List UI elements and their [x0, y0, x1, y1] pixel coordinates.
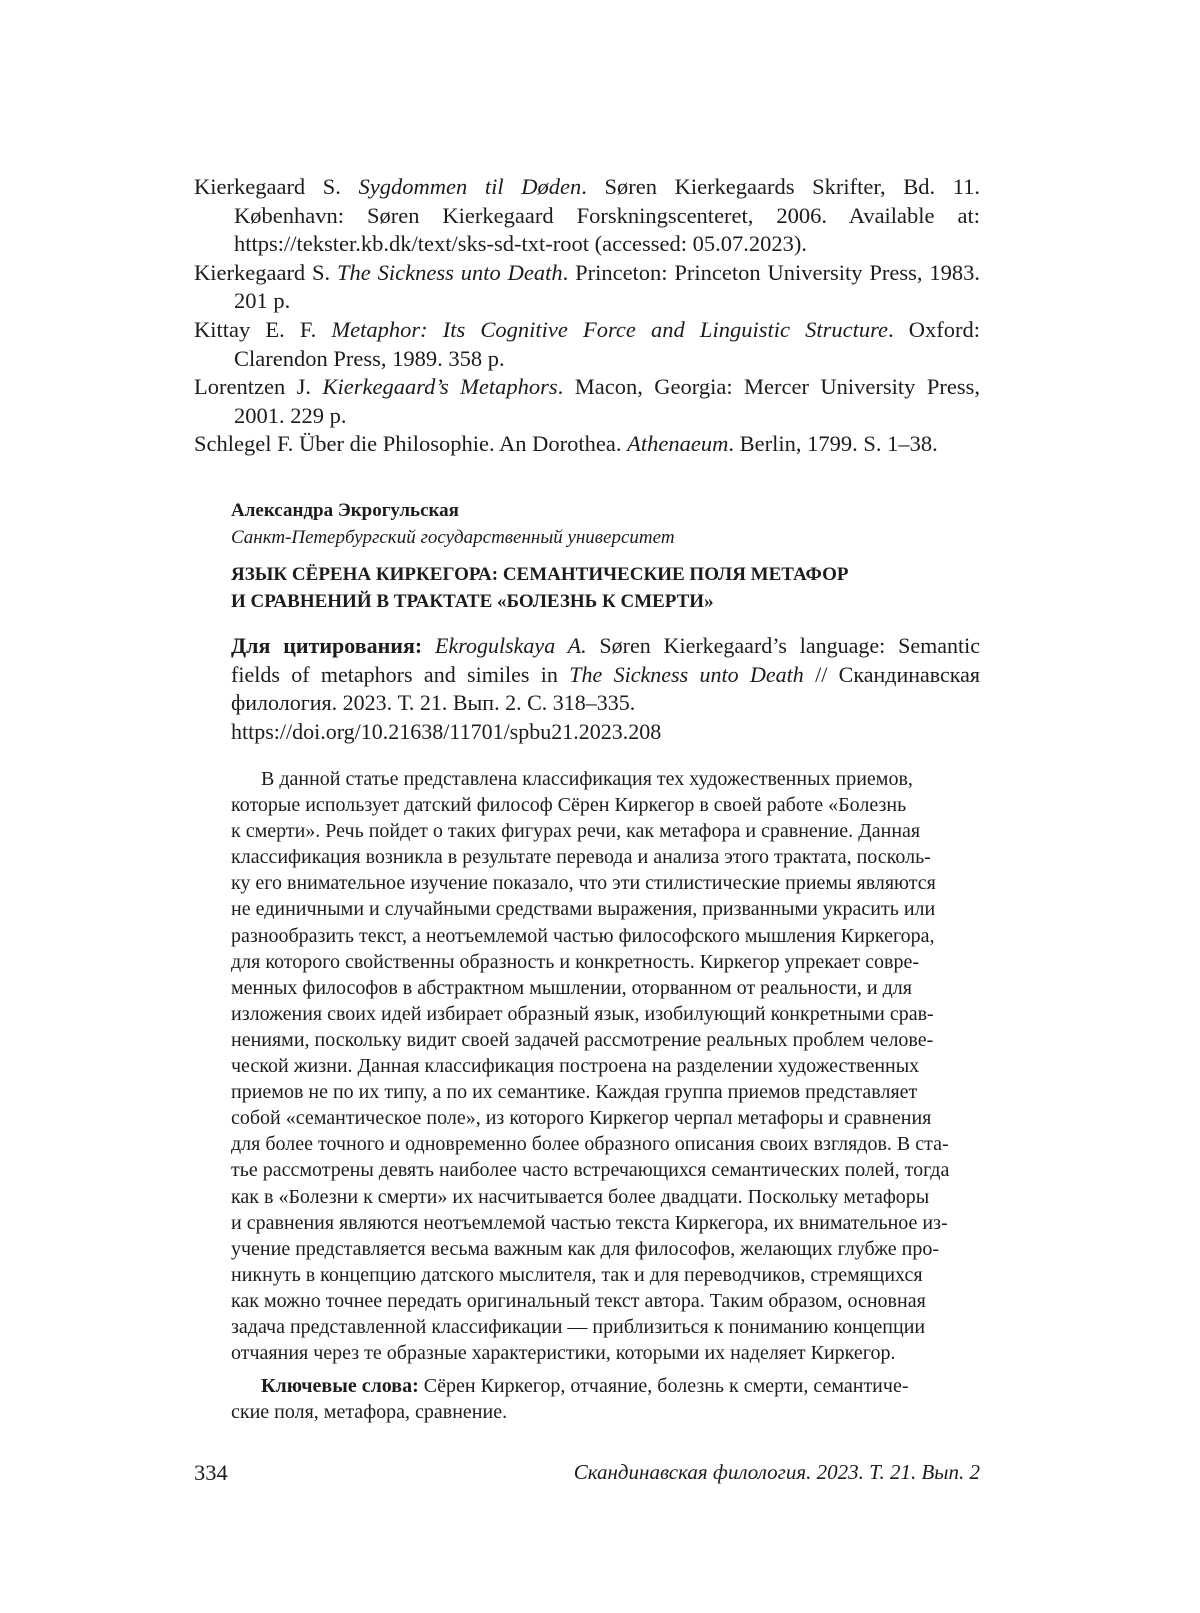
reference-title: Metaphor: Its Cognitive Force and Linguistic Structure: [331, 316, 888, 342]
reference-details: . Macon, Georgia: Mercer University Press, 2001. 229 p.: [234, 374, 980, 428]
citation-author: Ekrogulskaya A.: [435, 633, 587, 658]
abstract-line: как в «Болезни к смерти» их насчитывается более двадцати. Поскольку метафоры: [231, 1185, 930, 1208]
reference-item: [194, 316, 980, 373]
keywords: [231, 1373, 980, 1425]
article-title-line: И СРАВНЕНИЙ В ТРАКТАТЕ «БОЛЕЗНЬ К СМЕРТИ»: [231, 591, 714, 612]
article-title-line: ЯЗЫК СЁРЕНА КИРКЕГОРА: СЕМАНТИЧЕСКИЕ ПОЛЯ МЕТАФОР: [231, 564, 849, 585]
abstract-line: задача представленной классификации — приблизиться к пониманию концепции: [231, 1315, 926, 1338]
reference-list: [194, 173, 980, 459]
abstract-line: менных философов в абстрактном мышлении, оторванном от реальности, и для: [231, 976, 912, 999]
abstract-line: тье рассмотрены девять наиболее часто встречающихся семантических полей, тогда: [231, 1159, 950, 1182]
reference-author: Kierkegaard S.: [194, 174, 359, 199]
keywords-label: Ключевые слова:: [261, 1375, 419, 1398]
article-title: [231, 561, 980, 615]
reference-title: Sygdommen til Døden: [358, 174, 582, 199]
abstract-line: собой «семантическое поле», из которого Киркегор черпал метафоры и сравнения: [231, 1107, 932, 1130]
reference-title: Athenaeum: [627, 431, 729, 457]
abstract-line: классификация возникла в результате перевода и анализа этого трактата, посколь-: [231, 846, 931, 869]
reference-details: . Søren Kierkegaards Skrifter, Bd. 11. København: Søren Kierkegaard Forskningscenteret, 2006. Available at: https://tekster.kb.dk/text/sks-sd-txt-root (accessed: 05.07.2023).: [234, 174, 980, 257]
abstract-line: нениями, поскольку видит своей задачей рассмотрение реальных проблем челове-: [231, 1028, 934, 1051]
keywords-line: [231, 1373, 980, 1399]
reference-title: Kierkegaard’s Metaphors: [322, 374, 558, 400]
reference-details: . Berlin, 1799. S. 1–38.: [728, 431, 938, 457]
article-header: [231, 498, 980, 615]
reference-author: Lorentzen J.: [194, 374, 323, 400]
citation-text: Søren Kierkegaard’s language: Semantic fields of metaphors and similes in: [231, 633, 980, 687]
keywords-text: Сёрен Киркегор, отчаяние, болезнь к смерти, семантиче-: [418, 1375, 909, 1398]
page-footer: [194, 1460, 980, 1490]
keywords-line: ские поля, метафора, сравнение.: [231, 1401, 508, 1424]
abstract-line: к смерти». Речь пойдет о таких фигурах речи, как метафора и сравнение. Данная: [231, 820, 921, 843]
reference-author: Kittay E. F.: [194, 316, 332, 342]
reference-author: Schlegel F. Über die Philosophie. An Dorothea.: [194, 431, 628, 457]
reference-item: [194, 173, 980, 259]
abstract-line: отчаяния через те образные характеристики, которыми их наделяет Киркегор.: [231, 1342, 896, 1365]
abstract-line: для более точного и одновременно более образного описания своих взглядов. В ста-: [231, 1133, 949, 1156]
reference-item: [194, 373, 980, 430]
reference-item: [194, 259, 980, 316]
abstract-line: ку его внимательное изучение показало, что эти стилистические приемы являются: [231, 872, 936, 895]
citation-text: // Скандинавская филология. 2023. Т. 21. Вып. 2. С. 318–335.: [231, 661, 981, 716]
abstract-line: и сравнения являются неотъемлемой частью текста Киркегора, их внимательное из-: [231, 1211, 948, 1234]
abstract-line: приемов не по их типу, а по их семантике. Каждая группа приемов представляет: [231, 1081, 918, 1104]
abstract-line: изложения своих идей избирает образный язык, изобилующий конкретными срав-: [231, 1002, 934, 1025]
abstract-line: не единичными и случайными средствами выражения, призванными украсить или: [231, 898, 936, 921]
reference-title: The Sickness unto Death: [337, 259, 563, 285]
abstract-line: учение представляется весьма важным как для философов, желающих глубже про-: [231, 1237, 940, 1260]
article-author: Александра Экрогульская: [231, 500, 459, 521]
citation-block: [231, 632, 980, 746]
reference-details: . Princeton: Princeton University Press, 1983. 201 p.: [234, 259, 980, 314]
abstract-line: которые использует датский философ Сёрен Киркегор в своей работе «Болезнь: [231, 794, 907, 817]
doi-link[interactable]: https://doi.org/10.21638/11701/spbu21.2023.208: [231, 718, 662, 744]
abstract-line: для которого свойственны образность и конкретность. Киркегор упрекает совре-: [231, 950, 919, 973]
abstract-line: никнуть в концепцию датского мыслителя, так и для переводчиков, стремящихся: [231, 1263, 923, 1286]
citation-label: Для цитирования:: [231, 633, 423, 658]
reference-author: Kierkegaard S.: [194, 259, 338, 285]
page-number: 334: [194, 1460, 228, 1485]
abstract: [231, 766, 980, 1425]
reference-details: . Oxford: Clarendon Press, 1989. 358 p.: [234, 316, 980, 371]
abstract-line: разнообразить текст, а неотъемлемой частью философского мышления Киркегора,: [231, 924, 935, 947]
journal-running-title: Скандинавская филология. 2023. Т. 21. Вып. 2: [573, 1460, 980, 1484]
author-affiliation: Санкт-Петербургский государственный университет: [231, 527, 675, 548]
reference-item: [194, 430, 980, 459]
abstract-line: как можно точнее передать оригинальный текст автора. Таким образом, основная: [231, 1289, 926, 1312]
citation-title: The Sickness unto Death: [569, 661, 804, 687]
abstract-line: ческой жизни. Данная классификация построена на разделении художественных: [231, 1055, 920, 1078]
abstract-line: В данной статье представлена классификация тех художественных приемов,: [261, 768, 913, 790]
